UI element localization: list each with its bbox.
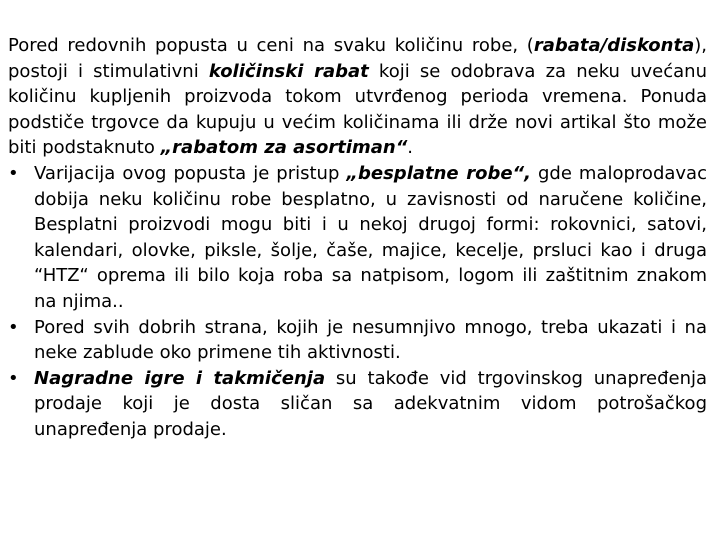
- bullet-icon: •: [8, 162, 19, 184]
- intro-term-rabata-diskonta: rabata/diskonta: [533, 35, 695, 56]
- bullet-list: [8, 161, 707, 443]
- bullet-3-term: Nagradne igre i takmičenja: [34, 367, 326, 389]
- bullet-icon: •: [8, 316, 19, 338]
- intro-text-1: Pored redovnih popusta u ceni na svaku količinu robe,: [8, 35, 527, 56]
- bullet-1-term: „besplatne robe“,: [346, 162, 531, 184]
- intro-text-3: koji se odobrava za neku uvećanu količinu kupljenih proizvoda tokom utvrđenog perioda vremena. Ponuda podstiče trgovce da kupuju u većim količinama ili drže novi artikal što može biti podstaknuto: [8, 60, 707, 159]
- bullet-icon: •: [8, 367, 19, 389]
- list-item: [8, 315, 707, 366]
- list-item: [8, 161, 707, 315]
- intro-term-kolicinski-rabat: količinski rabat: [208, 60, 369, 82]
- list-item: [8, 366, 707, 443]
- bullet-2-text: Pored svih dobrih strana, kojih je nesumnjivo mnogo, treba ukazati i na neke zablude oko primene tih aktivnosti.: [34, 316, 707, 364]
- bullet-1-text-pre: Varijacija ovog popusta je pristup: [34, 162, 347, 184]
- intro-term-rabat-za-asortiman: „rabatom za asortiman“: [160, 137, 408, 159]
- intro-paren-open: (: [526, 35, 534, 56]
- intro-paragraph: [8, 33, 707, 161]
- intro-text-4: .: [407, 137, 414, 159]
- bullet-1-text-post: gde maloprodavac dobija neku količinu robe besplatno, u zavisnosti od naručene količine, Besplatni proizvodi mogu biti i u nekoj drugoj formi: rokovnici, satovi, kalendari, olovke, piksle, šolje, čaše, majice, kecelje, prsluci kao i druga “HTZ“ oprema ili bilo koja roba sa natpisom, logom ili zaštitnim znakom na njima..: [34, 162, 707, 312]
- document-page: [8, 33, 707, 443]
- bullet-3-text-post: su takođe vid trgovinskog unapređenja prodaje koji je dosta sličan sa adekvatnim vidom potrošačkog unapređenja prodaje.: [34, 367, 708, 440]
- intro-text-2: ), postoji i stimulativni: [8, 35, 707, 82]
